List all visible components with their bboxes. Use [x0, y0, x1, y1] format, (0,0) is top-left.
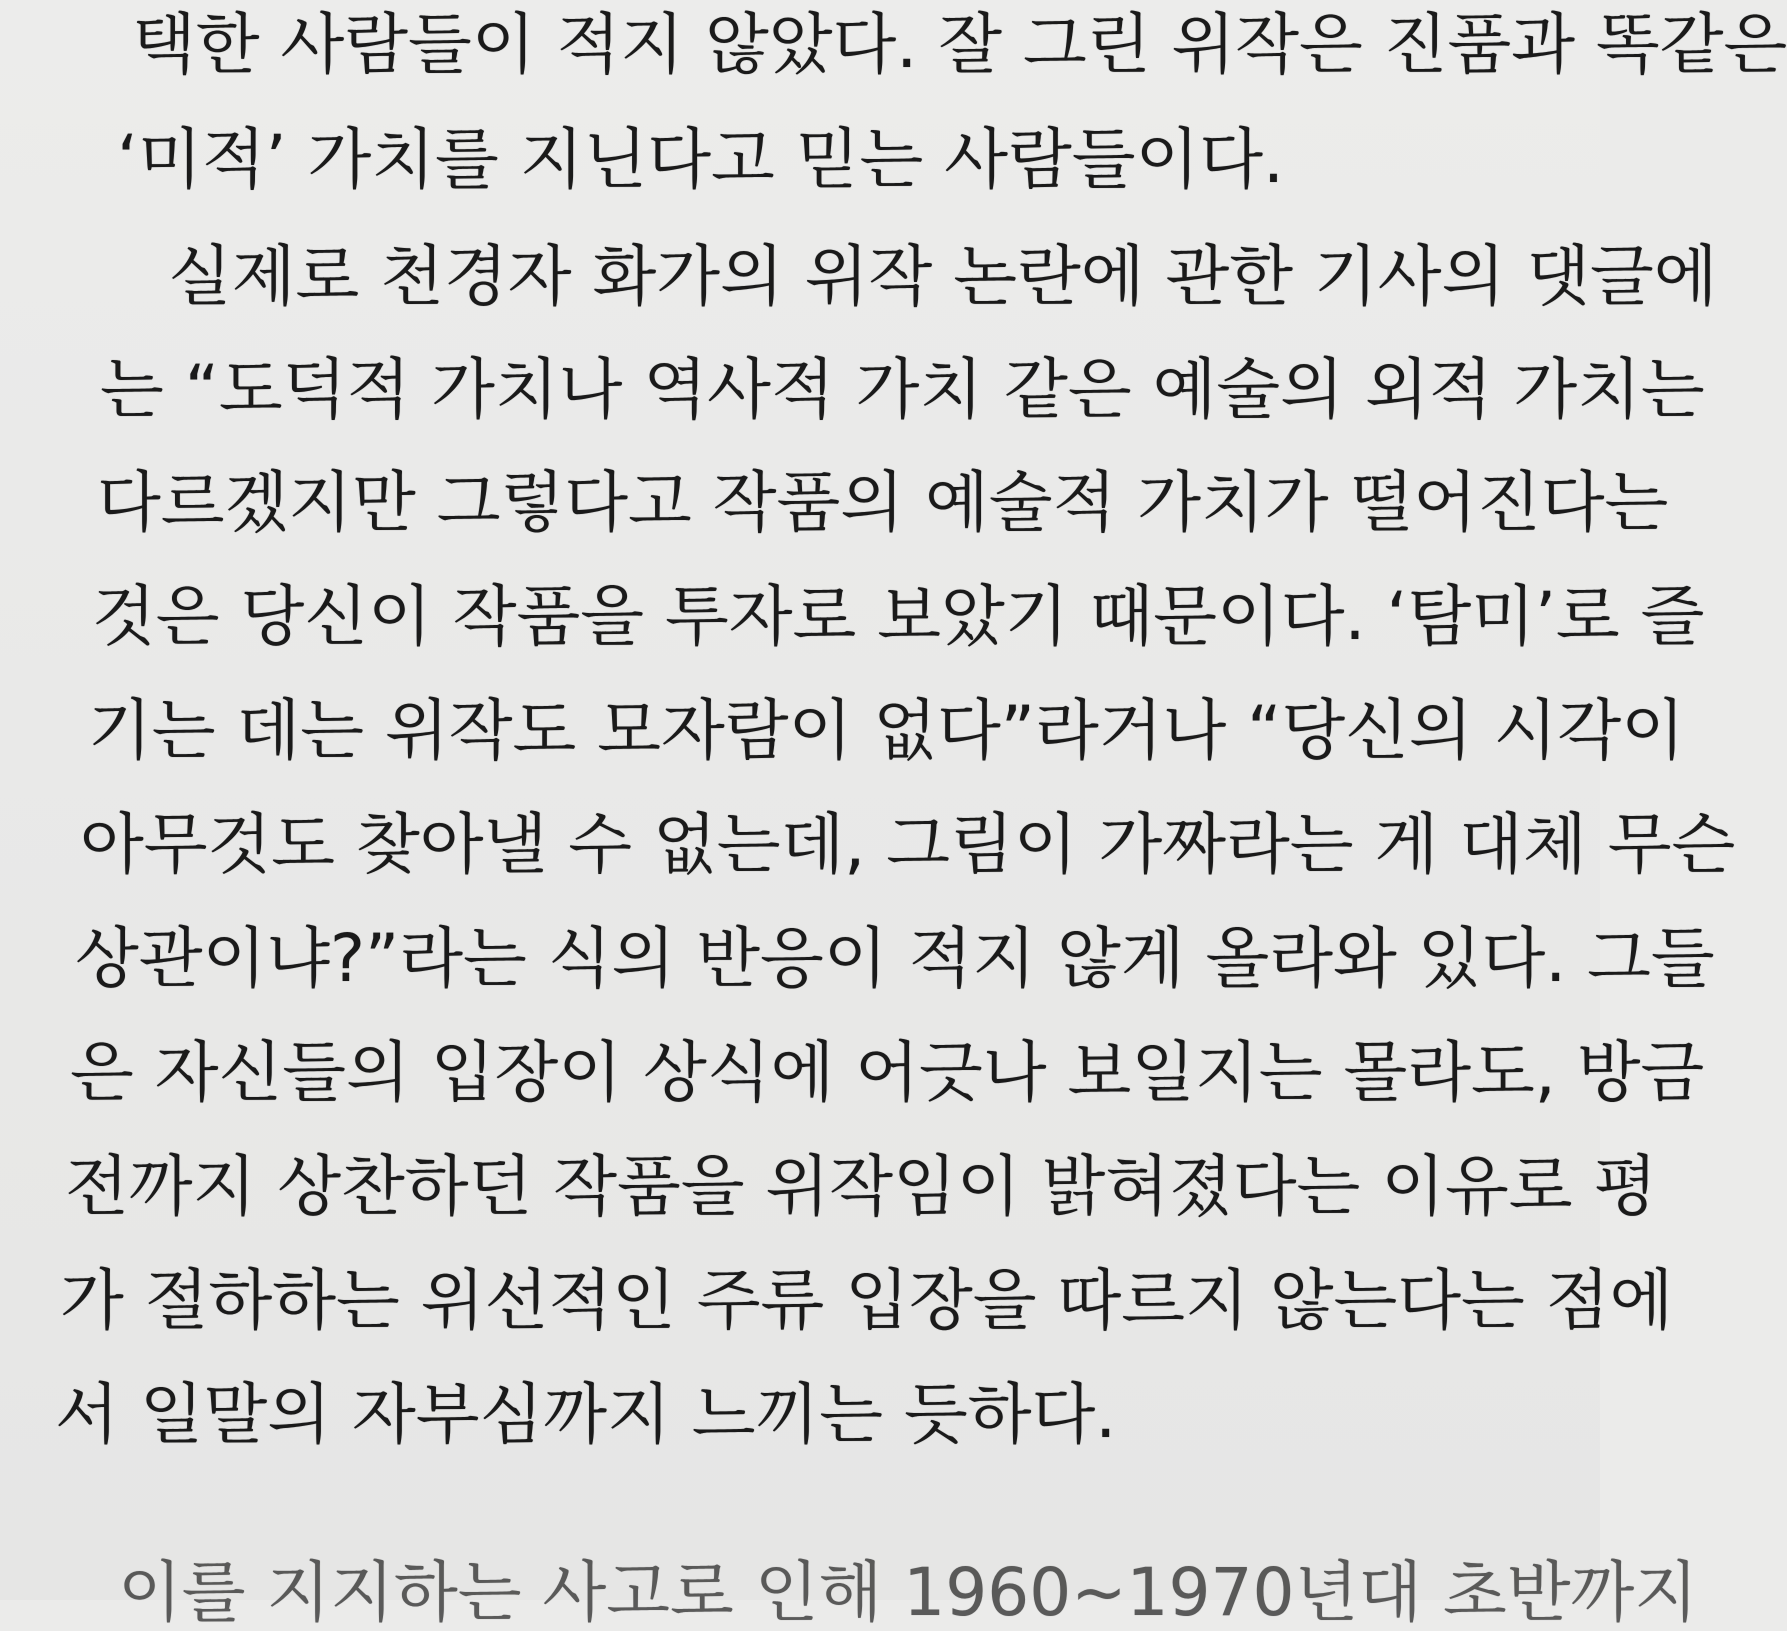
- text-line: 전까지 상찬하던 작품을 위작임이 밝혀졌다는 이유로 평: [65, 1148, 1658, 1225]
- text-line: 기는 데는 위작도 모자람이 없다”라거나 “당신의 시각이: [88, 692, 1685, 769]
- text-line: 실제로 천경자 화가의 위작 논란에 관한 기사의 댓글에: [168, 238, 1718, 315]
- text-line-cut-off: 이를 지지하는 사고로 인해 1960~1970년대 초반까지: [118, 1554, 1698, 1631]
- text-line: 것은 당신이 작품을 투자로 보았기 때문이다. ‘탐미’로 즐: [92, 578, 1705, 655]
- text-line: 택한 사람들이 적지 않았다. 잘 그린 위작은 진품과 똑같은: [132, 6, 1787, 83]
- text-line: 다르겠지만 그렇다고 작품의 예술적 가치가 떨어진다는: [97, 464, 1669, 541]
- text-line: 서 일말의 자부심까지 느끼는 듯하다.: [55, 1376, 1117, 1453]
- text-line: 상관이냐?”라는 식의 반응이 적지 않게 올라와 있다. 그들: [75, 920, 1715, 997]
- text-line: ‘미적’ 가치를 지닌다고 믿는 사람들이다.: [117, 121, 1284, 198]
- text-line: 은 자신들의 입장이 상식에 어긋나 보일지는 몰라도, 방금: [70, 1034, 1705, 1111]
- text-line: 가 절하하는 위선적인 주류 입장을 따르지 않는다는 점에: [60, 1262, 1674, 1339]
- text-line: 아무것도 찾아낼 수 없는데, 그림이 가짜라는 게 대체 무슨: [80, 806, 1736, 883]
- text-line: 는 “도덕적 가치나 역사적 가치 같은 예술의 외적 가치는: [100, 351, 1705, 428]
